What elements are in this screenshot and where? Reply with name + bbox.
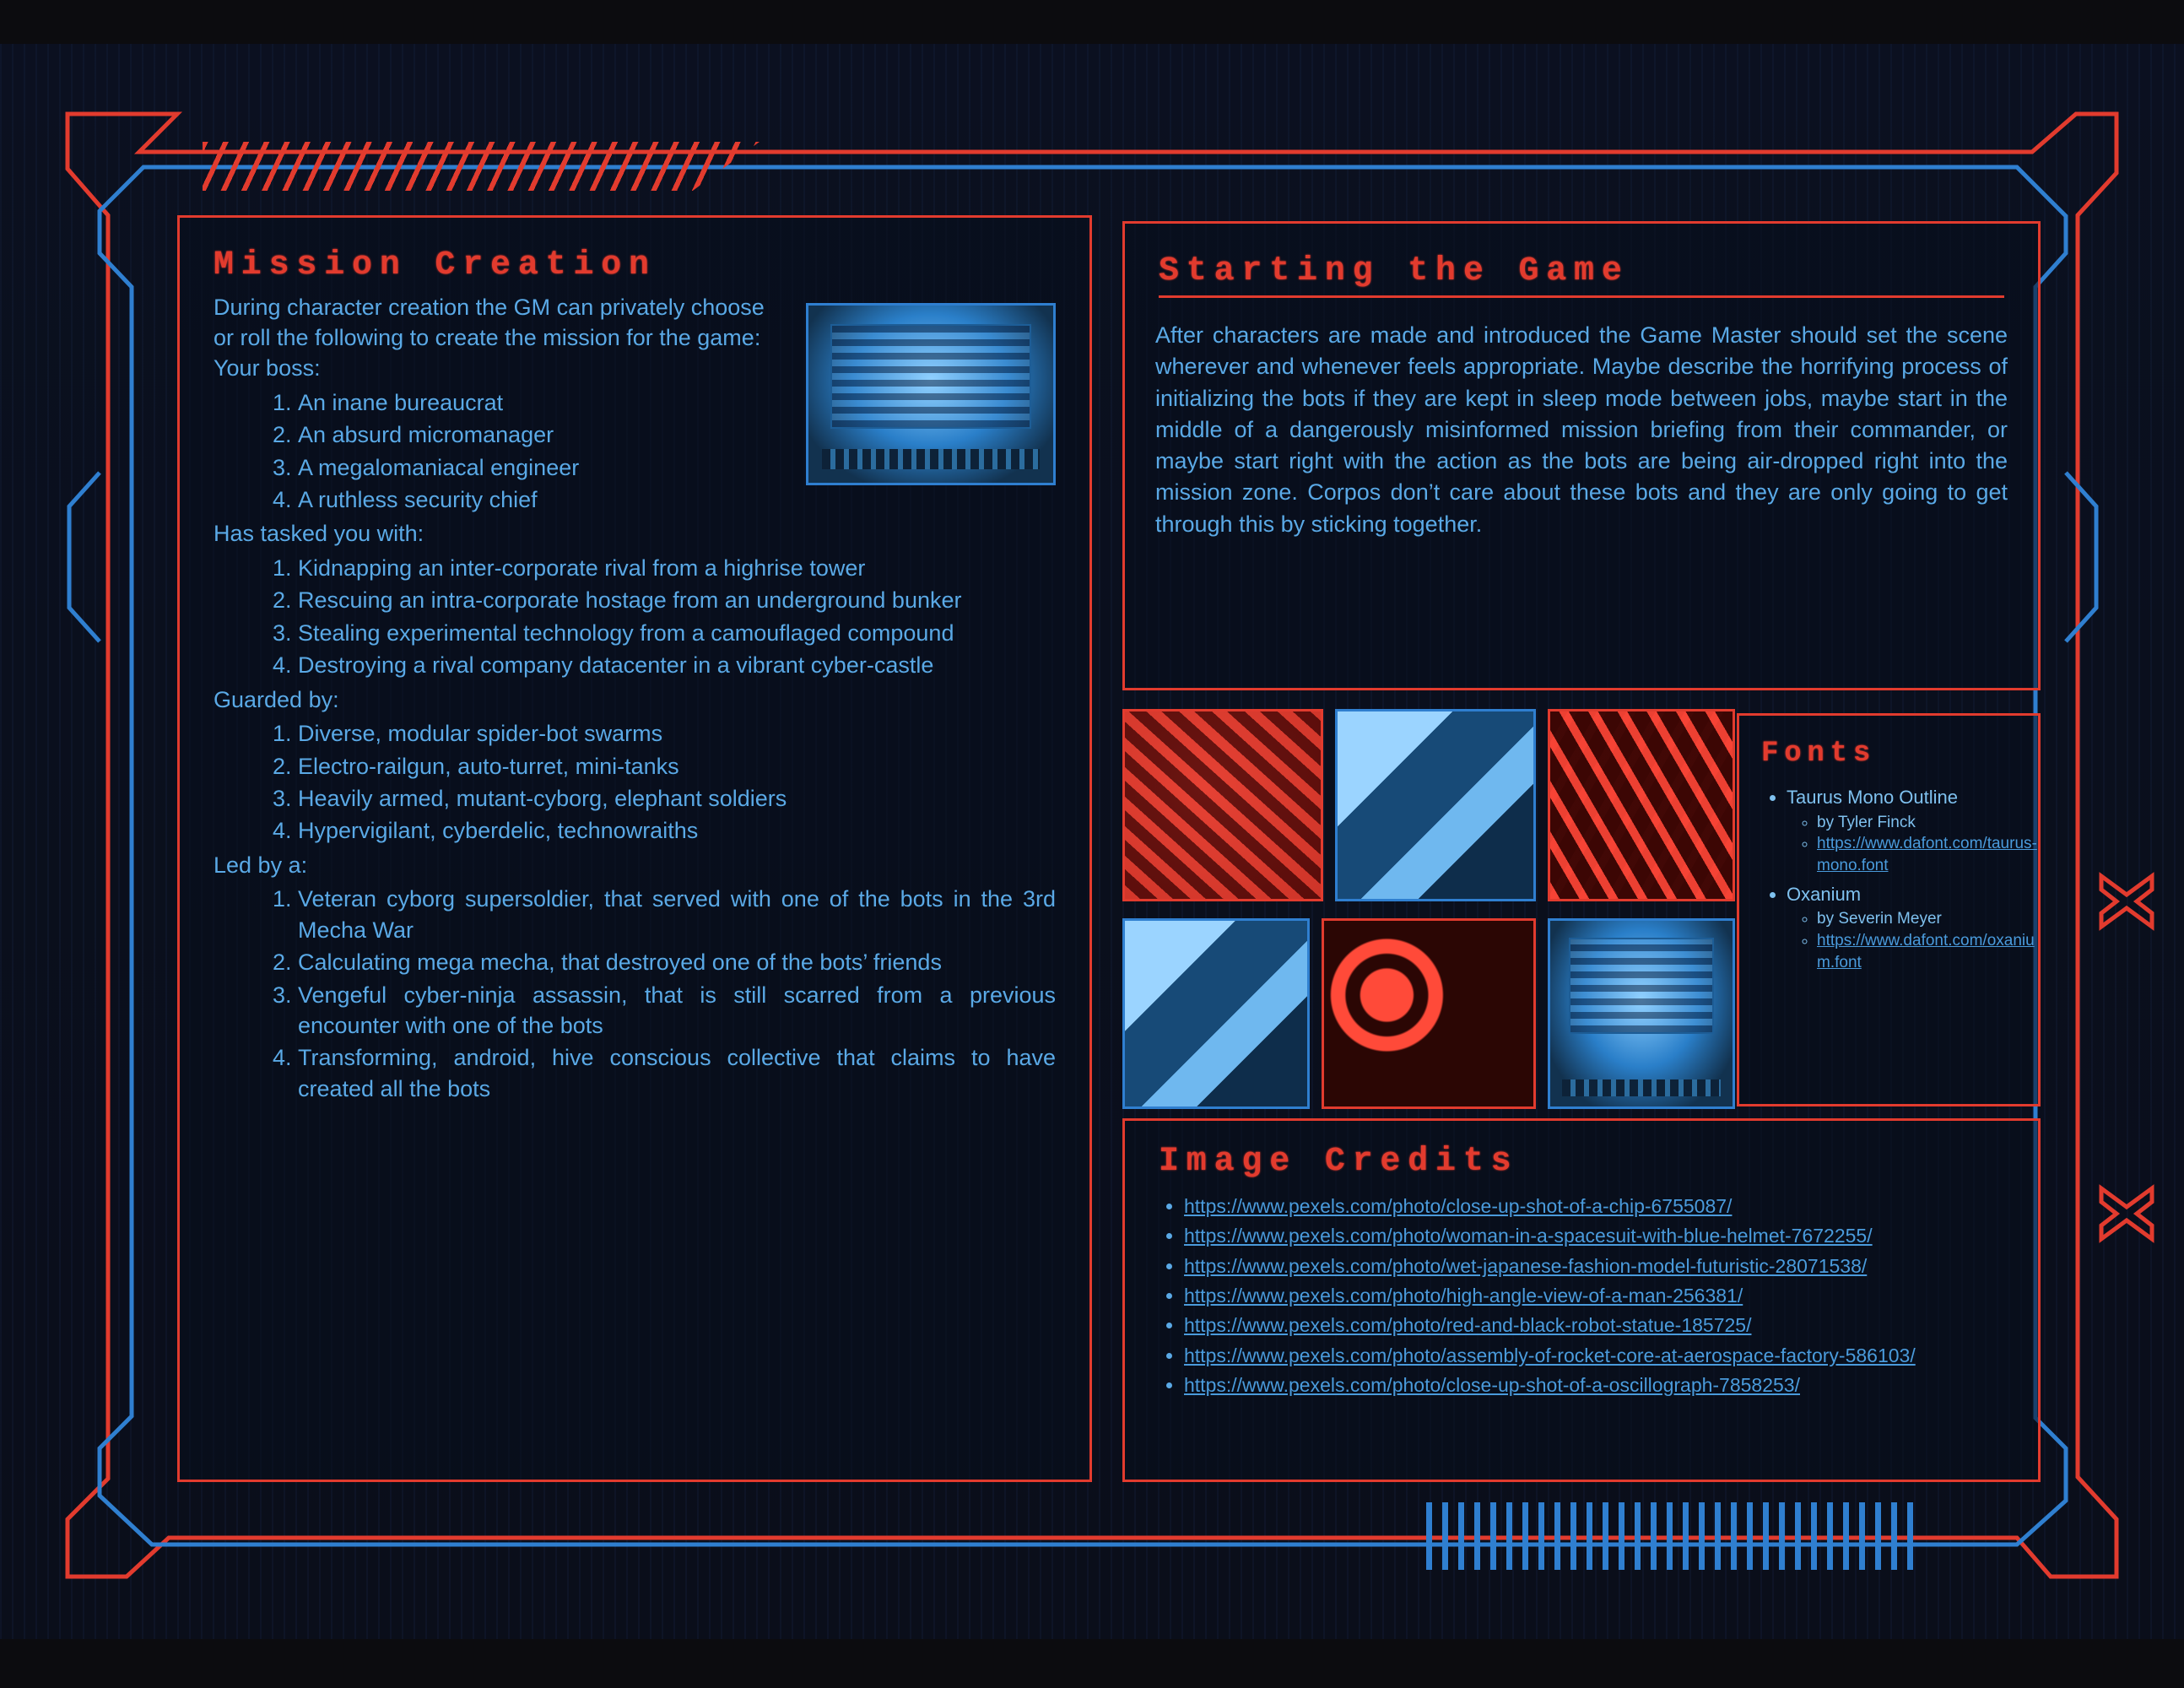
bottom-bar-decor: [1426, 1502, 1916, 1570]
credit-link[interactable]: https://www.pexels.com/photo/woman-in-a-spacesuit-with-blue-helmet-7672255/: [1184, 1225, 1873, 1247]
font-author: ◦ by Severin Meyer: [1817, 908, 2038, 930]
font-details: [1787, 812, 2038, 877]
font-details: [1787, 908, 2038, 973]
group-label-0: Your boss:: [214, 355, 321, 381]
starting-paragraph: After characters are made and introduced the Game Master should set the scene wherever and whenever feels appropriate. Maybe describe the horrifying process of initializing the bots if they are kept in sleep mode between jobs, maybe start in the middle of a dangerously misinformed mission briefing from their commander, or maybe start right with the action as the bots are being air-dropped right into the mission zone. Corpos don’t care about these bots and they are only going to get through this by sticking together.: [1155, 322, 2008, 537]
list-item: 1. An inane bureaucrat: [298, 387, 1056, 418]
right-x-marker-2: [2095, 1182, 2159, 1246]
corner-hatch-decor: [203, 142, 760, 191]
group-list-2: [214, 718, 1056, 847]
list-item: 4. Hypervigilant, cyberdelic, technowraiths: [298, 815, 1056, 846]
credit-link[interactable]: https://www.pexels.com/photo/red-and-black-robot-statue-185725/: [1184, 1314, 1752, 1337]
statue-figure-image: [1335, 709, 1536, 901]
fonts-panel: [1737, 713, 2041, 1106]
list-item: [1184, 1252, 2038, 1280]
list-item: [1184, 1342, 2038, 1370]
credit-link[interactable]: https://www.pexels.com/photo/high-angle-view-of-a-man-256381/: [1184, 1285, 1743, 1307]
group-list-1: [214, 553, 1056, 681]
list-item: 4. Destroying a rival company datacenter in a vibrant cyber-castle: [298, 650, 1056, 680]
credit-link[interactable]: https://www.pexels.com/photo/wet-japanese-fashion-model-futuristic-28071538/: [1184, 1254, 1868, 1277]
list-item: 1. Kidnapping an inter-corporate rival from a highrise tower: [298, 553, 1056, 583]
starting-the-game-panel: [1122, 221, 2041, 690]
oscilloscope-image-small: [1548, 918, 1735, 1109]
font-link[interactable]: https://www.dafont.com/oxanium.font: [1817, 931, 2035, 971]
starting-title: Starting the Game: [1159, 252, 1630, 290]
list-item: 3. Stealing experimental technology from a camouflaged compound: [298, 618, 1056, 648]
list-item: [1184, 1282, 2038, 1310]
font-link-item: [1817, 930, 2038, 973]
list-item: [1184, 1193, 2038, 1220]
credits-header: [1125, 1121, 2038, 1181]
gears-red-image: [1322, 918, 1536, 1109]
fonts-list: [1739, 785, 2038, 973]
font-name: Taurus Mono Outline: [1787, 787, 1958, 808]
list-item: [1184, 1222, 2038, 1250]
list-item: 3. Vengeful cyber-ninja assassin, that is still scarred from a previous encounter with one of the bots: [298, 980, 1056, 1041]
font-author: ◦ by Tyler Finck: [1817, 812, 2038, 834]
list-item: 2. An absurd micromanager: [298, 419, 1056, 450]
font-link-item: [1817, 833, 2038, 876]
mission-creation-panel: [177, 215, 1092, 1482]
font-item: [1787, 882, 2038, 974]
image-grid: [1122, 709, 1713, 1106]
list-item: 4. A ruthless security chief: [298, 484, 1056, 515]
list-item: 4. Transforming, android, hive conscious collective that claims to have created all the bots: [298, 1042, 1056, 1104]
list-item: 2. Rescuing an intra-corporate hostage from an underground bunker: [298, 585, 1056, 615]
fonts-title: Fonts: [1761, 738, 1877, 770]
machinery-blue-image: [1122, 918, 1310, 1109]
font-item: [1787, 785, 2038, 877]
list-item: 2. Calculating mega mecha, that destroyed one of the bots’ friends: [298, 947, 1056, 977]
oscilloscope-image: [806, 303, 1056, 485]
group-list-3: [214, 884, 1056, 1104]
mission-header: [180, 218, 1089, 284]
list-item: 3. A megalomaniacal engineer: [298, 452, 1056, 483]
group-label-1: Has tasked you with:: [214, 521, 424, 547]
astronaut-helmet-image: [1122, 709, 1323, 901]
starting-header: [1125, 224, 2038, 298]
starting-body: [1125, 298, 2038, 540]
list-item: [1184, 1372, 2038, 1399]
mission-title: Mission Creation: [214, 246, 657, 284]
mission-body: [180, 284, 1089, 1104]
right-x-marker-1: [2095, 869, 2159, 933]
list-item: [1184, 1312, 2038, 1339]
mission-intro: During character creation the GM can privately choose or roll the following to create the mission for the game:: [214, 295, 765, 350]
oscilloscope-controls: [1562, 1079, 1721, 1096]
hexagon-texture-image: [1548, 709, 1735, 901]
oscilloscope-screen: [1569, 938, 1714, 1034]
image-credits-panel: [1122, 1118, 2041, 1482]
credit-link[interactable]: https://www.pexels.com/photo/assembly-of-rocket-core-at-aerospace-factory-586103/: [1184, 1344, 1916, 1366]
fonts-header: [1739, 716, 2038, 770]
credit-link[interactable]: https://www.pexels.com/photo/close-up-shot-of-a-chip-6755087/: [1184, 1195, 1733, 1217]
font-link[interactable]: https://www.dafont.com/taurus-mono.font: [1817, 835, 2037, 874]
credits-title: Image Credits: [1159, 1143, 1519, 1181]
list-item: 3. Heavily armed, mutant-cyborg, elephant soldiers: [298, 783, 1056, 814]
group-label-2: Guarded by:: [214, 686, 339, 712]
list-item: 1. Diverse, modular spider-bot swarms: [298, 718, 1056, 749]
group-label-3: Led by a:: [214, 852, 308, 878]
font-name: Oxanium: [1787, 883, 1862, 905]
credit-link[interactable]: https://www.pexels.com/photo/close-up-shot-of-a-oscillograph-7858253/: [1184, 1374, 1800, 1397]
credits-list: [1125, 1193, 2038, 1399]
list-item: 1. Veteran cyborg supersoldier, that served with one of the bots in the 3rd Mecha War: [298, 884, 1056, 945]
list-item: 2. Electro-railgun, auto-turret, mini-tanks: [298, 751, 1056, 782]
